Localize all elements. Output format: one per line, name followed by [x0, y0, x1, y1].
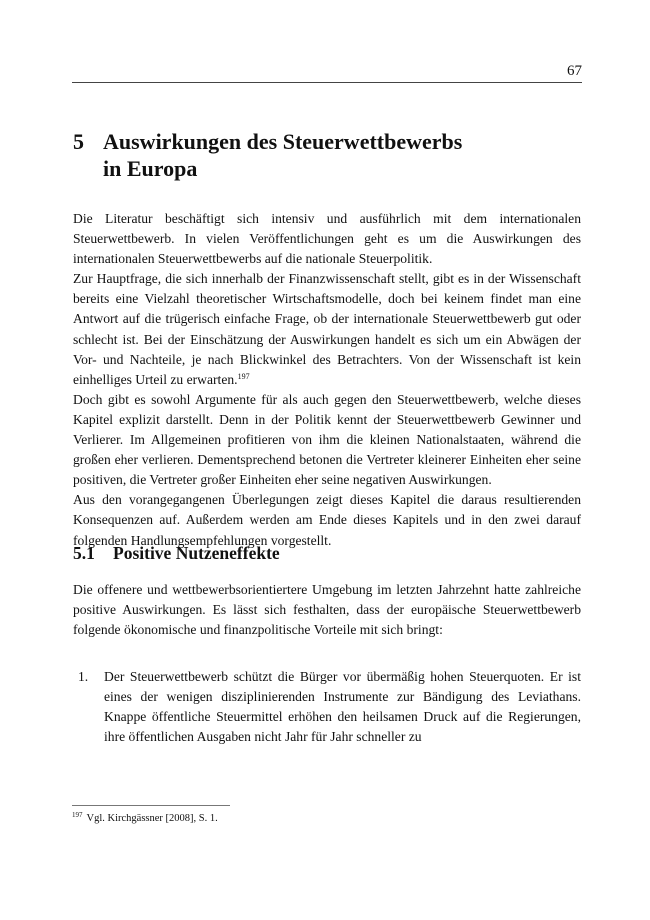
chapter-title	[73, 128, 593, 182]
chapter-title-line-1: Auswirkungen des Steuerwettbewerbs	[103, 129, 463, 154]
intro-paragraph-2	[73, 269, 581, 390]
section-paragraph-1: Die offenere und wettbewerbsorientiertere Umgebung im letzten Jahrzehnt hatte zahlreiche positive Auswirkungen. Es lässt sich festhalten, dass der europäische Steuerwettbewerb folgende ökonomische und finanzpolitische Vorteile mit sich bringt:	[73, 582, 581, 638]
footnote	[72, 813, 218, 824]
list-item	[78, 667, 581, 747]
footnote-text: Vgl. Kirchgässner [2008], S. 1.	[86, 813, 218, 824]
numbered-list	[78, 667, 581, 747]
section-number: 5.1	[73, 543, 95, 563]
section-text	[73, 580, 581, 640]
footnote-number: 197	[72, 811, 83, 819]
page-number: 67	[567, 63, 582, 79]
list-item-marker: 1.	[78, 669, 89, 684]
footnote-rule	[72, 805, 230, 806]
intro-paragraph-4: Aus den vorangegangenen Überlegungen zeigt dieses Kapitel die daraus resultierenden Konsequenzen auf. Außerdem werden am Ende dieses Kapitels und in den zwei darauf folgenden Handlungsempfehlungen vorgestellt.	[73, 492, 581, 548]
intro-paragraph-2-text: Zur Hauptfrage, die sich innerhalb der Finanzwissenschaft stellt, gibt es in der Wissenschaft bereits eine Vielzahl theoretischer Wirtschaftsmodelle, doch bei keinem findet man eine Antwort auf die trügerisch einfache Frage, ob der internationale Steuerwettbewerb gut oder schlecht ist. Bei der Einschätzung der Auswirkungen handelt es sich um ein Abwägen der Vor- und Nachteile, je nach Blickwinkel des Betrachters. Von der Wissenschaft ist kein einhelliges Urteil zu erwarten.	[73, 271, 581, 387]
chapter-number: 5	[73, 129, 84, 154]
intro-paragraph-3: Doch gibt es sowohl Argumente für als auch gegen den Steuerwettbewerb, welche dieses Kapitel explizit darstellt. Denn in der Politik kennt der Steuerwettbewerb Gewinner und Verlierer. Im Allgemeinen profitieren von ihm die kleinen Nationalstaaten, während die großen eher verlieren. Dementsprechend betonen die Vertreter kleinerer Einheiten eher seine positiven, die Vertreter großer Einheiten eher seine negativen Auswirkungen.	[73, 391, 581, 488]
header-rule	[72, 82, 582, 83]
intro-paragraph-1: Die Literatur beschäftigt sich intensiv und ausführlich mit dem internationalen Steuerwettbewerb. In vielen Veröffentlichungen geht es um die Auswirkungen des internationalen Steuerwettbewerbs auf die nationale Steuerpolitik.	[73, 211, 581, 267]
chapter-title-line-2: in Europa	[103, 156, 198, 181]
section-title	[73, 543, 280, 564]
list-item-text: Der Steuerwettbewerb schützt die Bürger vor übermäßig hohen Steuerquoten. Er ist eines der wenigen disziplinierenden Instrumente zur Bändigung des Leviathans. Knappe öffentliche Steuermittel erhöhen den heilsamen Druck auf die Regierungen, ihre öffentlichen Ausgaben nicht Jahr für Jahr schneller zu	[104, 669, 581, 745]
section-title-text: Positive Nutzeneffekte	[113, 543, 280, 563]
footnote-reference[interactable]: 197	[237, 371, 250, 381]
intro-text	[73, 209, 581, 551]
